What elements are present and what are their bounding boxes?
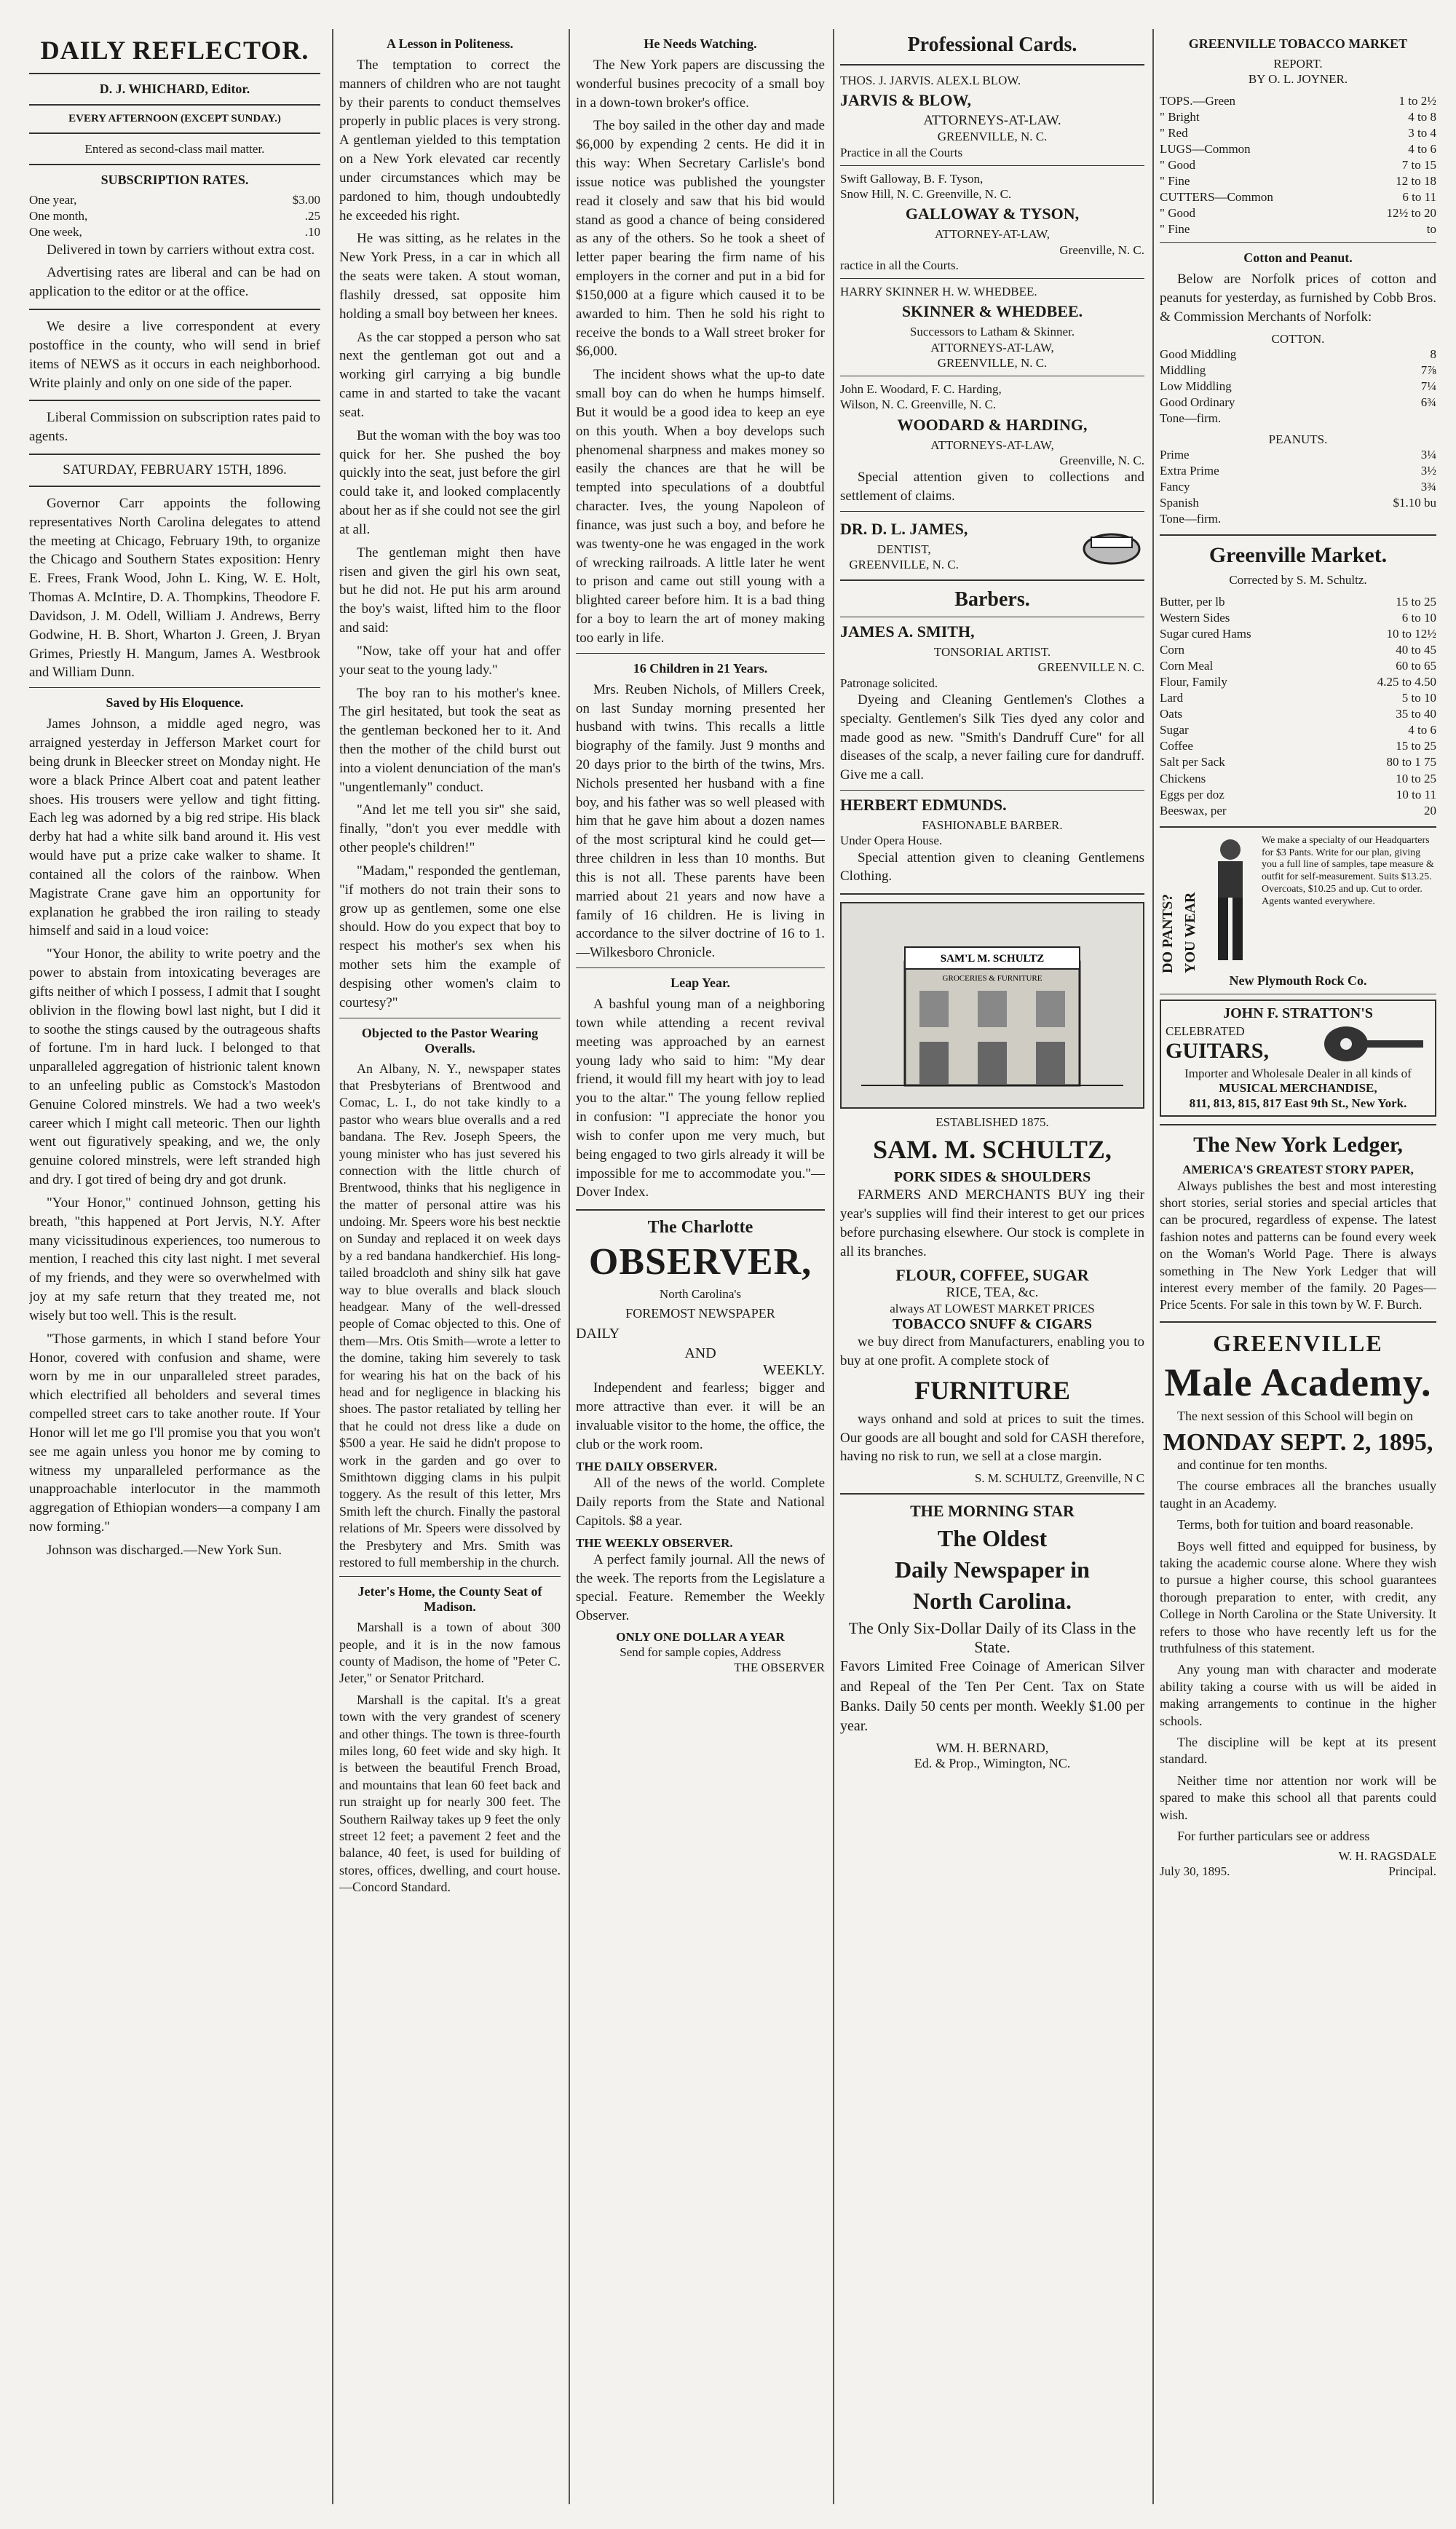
dentures-icon bbox=[1079, 523, 1144, 566]
subscription-title: SUBSCRIPTION RATES. bbox=[100, 173, 249, 188]
tobacco-list bbox=[1160, 93, 1436, 238]
price-row: Chickens 10 to 25 bbox=[1160, 771, 1436, 785]
leap-article: A bashful young man of a neighboring town while attending a recent revival meeting was approached by an earnest young lady who said to him: "My dear friend, it would fill my heart with joy to lead you to the altar." The young fellow replied in confusion: "I appreciate the honor you wish to confer upon me very much, but being engaged to two girls already it will be impossible for me to accommodate you."—Dover Index. bbox=[576, 997, 825, 1200]
price-row: " Red 3 to 4 bbox=[1160, 125, 1436, 140]
rates-list bbox=[29, 192, 320, 240]
schultz-title: SAM. M. SCHULTZ, bbox=[873, 1135, 1112, 1165]
price-row: Beeswax, per 20 bbox=[1160, 803, 1436, 818]
svg-text:GROCERIES & FURNITURE: GROCERIES & FURNITURE bbox=[942, 974, 1042, 984]
politeness-title: A Lesson in Politeness. bbox=[386, 36, 514, 51]
pastor-article: An Albany, N. Y., newspaper states that Presbyterians of Brentwood and Comac, L. I., do not take kindly to a pastor who wears blue overalls and a red bandana. The Rev. Joseph Speers, the young minister who has just severed his connection with the little church of Brentwood, thinks that his negligence in the matter of personal attire was his undoing. Mr. Speers wore his best necktie on Sunday and replaced it on week days by a red bandana handkerchief. His long-tailed broadcloth and shiny silk hat gave way to blue overalls and black slouch headgear. Many of the well-dressed people of Comac objected to this. One of them—Mrs. Otis Smith—wrote a letter to the domine, taking him severely to task for wearing his hat on the back of his head and for negligence in blacking his shoes. The pastor retaliated by telling her that he could not dress like a dude on $500 a year. He said he didn't propose to work in the garden and go over to Smithtown digging clams in his pulpit toggery. As the result of this letter, Mrs Smith left the church. Finally the pastoral relations of Mr. Speers were dissolved by the Presbytery and Mrs. Smith was restored to full membership in the church. bbox=[339, 1061, 561, 1570]
column-rule bbox=[569, 29, 570, 2504]
svg-text:SAM'L M. SCHULTZ: SAM'L M. SCHULTZ bbox=[940, 953, 1045, 965]
eloquence-para: James Johnson, a middle aged negro, was arraigned yesterday in Jefferson Market court for being drunk in Bleecker street on Monday night. He wore a black Prince Albert coat and patent leather shoes. His trousers were yellow and tight fitting. Each leg was adorned by a big red stripe. His black derby hat had a white silk band around it. His vest would have put a prize cake walker to shame. It contained all the colors of the rainbow. When Magistrate Crane gave him an opportunity for explanation he grabbed the iron railing to steady himself and said in a loud voice: bbox=[29, 716, 320, 939]
edmunds-barber: HERBERT EDMUNDS. bbox=[840, 796, 1007, 815]
price-row: Salt per Sack 80 to 1 75 bbox=[1160, 755, 1436, 769]
column-1 bbox=[29, 29, 320, 2504]
rate-row: One week, .10 bbox=[29, 225, 320, 240]
jarvis-blow: JARVIS & BLOW, bbox=[840, 91, 971, 110]
watching-para: The boy sailed in the other day and made $6,000 by expending 2 cents. He did it in this way: When Secretary Carlisle's bond issue notice was published the youngster read it closely and saw that his bid would stand as good a chance of being considered as any of the others. So he took a sheet of letter paper bearing the firm name of his employers in the corner and put in a bid for $150,000 at a figure which caused it to be awarded to him. Then he sold his right to receive the bonds to a Wall street broker for $6,000. bbox=[576, 118, 825, 360]
price-row: Butter, per lb 15 to 25 bbox=[1160, 594, 1436, 609]
price-row: Sugar cured Hams 10 to 12½ bbox=[1160, 626, 1436, 641]
price-row: TOPS.—Green 1 to 2½ bbox=[1160, 93, 1436, 108]
tobacco-market-title: GREENVILLE TOBACCO MARKET bbox=[1188, 36, 1408, 51]
watching-para: The incident shows what the up-to date small boy can do when he humps himself. But it would be a good idea to keep an eye on this youth. When a boy develops such phenomenal sharpness and makes money so easily the chances are that he will be tempted into speculations of a doubtful character. Ives, the young Napoleon of finance, was just such a boy, and before he was twenty-one he was engaged in the work of wrecking railroads. A little later he went to prison and came out still young with a blighted career before him. It is a bad thing for a boy to learn the art of money making too early in life. bbox=[576, 367, 825, 646]
woodard-harding: WOODARD & HARDING, bbox=[897, 415, 1088, 434]
price-row: Middling 7⅞ bbox=[1160, 363, 1436, 378]
politeness-para: But the woman with the boy was too quick for her. She pushed the boy quickly into the seat, just before the girl could take it, and looked complacently about her as if she could not see the girl at all. bbox=[339, 427, 561, 537]
watching-para: The New York papers are discussing the wonderful busines precocity of a small boy in a down-town broker's office. bbox=[576, 58, 825, 111]
column-4: Professional Cards. THOS. J. JARVIS. ALEX.L BLOW. JARVIS & BLOW, ATTORNEYS-AT-LAW. GREENVILLE, N. C. Practice in all the Courts Swift Galloway, B. F. Tyson, Snow Hill, N. C. Greenville, N. C. GALLOWAY & TYSON, ATTORNEY-AT-LAW, Greenville, N. C. ractice in all the Courts. HARRY SKINNER H. W. WHEDBEE. SKINNER & WHEDBEE. Successors to Latham & Skinner. ATTORNEYS-AT-LAW, GREENVILLE, N. C. John E. Woodard, F. C. Harding, Wilson, N. C. Greenville, N. C. WOODARD & HARDING, ATTORNEYS-AT-LAW, Greenville, N. C. Special attention given to collections and settlement of claims. DR. D. L. JAMES, DENTIST, GREENVILLE, N. C. Barbers. JAMES A. SMITH, TONSORIAL ARTIST. GREENVILLE N. C. Patronage solicited. Dyeing and Cleaning Gentlemen's Clothes a specialty. Gentlemen's Silk Ties dyed any color and made good as new. "Smith's Dandruff Cure" for all diseases of the scalp, a never failing cure for dandruff. Give me a call. HERBERT EDMUNDS. FASHIONABLE BARBER. Under Opera House. Special attention given to cleaning Gentlemens Clothing. SAM'L M. SCHULTZ GROCERIES & FURNITURE ESTABLISHED 1875. SAM. M. SCHULTZ, PORK SIDES & SHOULDERS FARMERS AND MERCHANTS BUY ing their year's supplies will find their interest to get our prices before purchasing elsewhere. Our stock is complete in all its branches. FLOUR, COFFEE, SUGAR RICE, TEA, &c. always AT LOWEST MARKET PRICES TOBACCO SNUFF & CIGARS we buy direct from Manufacturers, enabling you to buy at one profit. A complete stock of FURNITURE ways onhand and sold at prices to suit the times. Our goods are all bought and sold for CASH therefore, having no risk to run, we sell at a close margin. S. M. SCHULTZ, Greenville, N C THE MORNING STAR The Oldest Daily Newspaper in North Carolina. The Only Six-Dollar Daily of its Class in the State. Favors Limited Free Coinage of American Silver and Repeal of the Ten Per Cent. Tax on State Banks. Daily 50 cents per month. Weekly $1.00 per year. WM. H. BERNARD, Ed. & Prop., Wimington, NC. bbox=[840, 33, 1144, 1771]
market-list bbox=[1160, 594, 1436, 819]
morning-star-title: THE MORNING STAR bbox=[910, 1502, 1075, 1521]
price-row: Extra Prime 3½ bbox=[1160, 463, 1436, 478]
politeness-para: The boy ran to his mother's knee. The girl hesitated, but took the seat as the gentleman beckoned her to it. And then the mother of the child burst out into a violent denunciation of the man's "ungentlemanly" conduct. bbox=[339, 685, 561, 795]
delivered-note: Delivered in town by carriers without extra cost. bbox=[47, 242, 315, 258]
academy-town: GREENVILLE bbox=[1213, 1329, 1383, 1356]
price-row: Low Middling 7¼ bbox=[1160, 379, 1436, 394]
rate-row: One month, .25 bbox=[29, 209, 320, 223]
ledger-title: The New York Ledger, bbox=[1193, 1133, 1403, 1157]
guitar-icon bbox=[1321, 1022, 1431, 1066]
masthead: DAILY REFLECTOR. bbox=[40, 36, 309, 65]
price-row: Western Sides 6 to 10 bbox=[1160, 610, 1436, 625]
leap-title: Leap Year. bbox=[670, 975, 730, 991]
politeness-para: "Madam," responded the gentleman, "if mothers do not train their sons to grow up as gentlemen, some one else should. How do you expect that boy to respect his mother's sex when his mother sets him the example of despising other women's claim to courtesy?" bbox=[339, 863, 561, 1010]
jeter-para: Marshall is the capital. It's a great town with the very grandest of scenery and other things. The town is three-fourth miles long, 60 feet wide and sky high. It is between the beautiful French Broad, and mountains that lean 60 feet back and run straight up for nearly 300 feet. The Southern Railway takes up 9 feet the only street 12 feet; a pavement 2 feet and the balance, 40 feet, is used for building of stores, offices, dwelling, and court house.—Concord Standard. bbox=[339, 1692, 561, 1895]
price-row: Coffee 15 to 25 bbox=[1160, 739, 1436, 753]
jeter-title: Jeter's Home, the County Seat of Madison. bbox=[357, 1584, 542, 1615]
politeness-para: He was sitting, as he relates in the New York Press, in a car in which all the seats were taken. A stout woman, flashily dressed, sat opposite him holding a small boy between her knees. bbox=[339, 231, 561, 322]
price-row: Corn Meal 60 to 65 bbox=[1160, 658, 1436, 673]
column-3 bbox=[576, 29, 825, 2504]
price-row: " Fine 12 to 18 bbox=[1160, 173, 1436, 188]
price-row: " Fine to bbox=[1160, 222, 1436, 237]
furniture-title: FURNITURE bbox=[914, 1375, 1070, 1405]
column-2 bbox=[339, 29, 561, 2504]
eloquence-para: "Those garments, in which I stand before Your Honor, covered with confusion and shame, were worn by me in our unparalleled street parades, which electrified all beholders and several times compelled street cars to take another route. If Your Honor will let me go I'll promise you that you won't see me again unless you honor me by coming to witness my unparalleled performance as the unapproachable interlocutor in the mammoth aggregation of Ethiopian wonders—a company I am now forming." bbox=[29, 1331, 320, 1535]
pastor-title: Objected to the Pastor Wearing Overalls. bbox=[361, 1025, 539, 1056]
store-illustration bbox=[840, 902, 1144, 1109]
price-row: Spanish $1.10 bu bbox=[1160, 496, 1436, 510]
price-row: Tone—firm. bbox=[1160, 411, 1222, 426]
entered-note: Entered as second-class mail matter. bbox=[84, 142, 265, 156]
politeness-para: "Now, take off your hat and offer your seat to the young lady." bbox=[339, 643, 561, 678]
editor-line: D. J. WHICHARD, Editor. bbox=[99, 82, 250, 96]
cotton-list bbox=[1160, 347, 1436, 427]
rate-row: One year, $3.00 bbox=[29, 193, 320, 207]
observer-logo: OBSERVER, bbox=[588, 1241, 812, 1283]
politeness-para: The temptation to correct the manners of children who are not taught by their parents to conduct themselves properly in public places is very strong. A gentleman yielded to this temptation on a New York elevated car recently under circumstances which may be pardoned to him, though undoubtedly he exceeded his right. bbox=[339, 58, 561, 223]
price-row: Tone—firm. bbox=[1160, 512, 1222, 526]
column-rule bbox=[833, 29, 834, 2504]
price-row: " Good 12½ to 20 bbox=[1160, 206, 1436, 221]
professional-cards-title: Professional Cards. bbox=[907, 33, 1077, 56]
dentist-card: DR. D. L. JAMES, DENTIST, GREENVILLE, N. C. bbox=[840, 517, 1144, 573]
stratton-ad: JOHN F. STRATTON'S CELEBRATED GUITARS, Importer and Wholesale Dealer in all kinds of MUSICAL MERCHANDISE, 811, 813, 815, 817 East 9th St., New York. bbox=[1160, 1000, 1436, 1117]
publication-schedule: EVERY AFTERNOON (EXCEPT SUNDAY.) bbox=[68, 113, 281, 124]
pants-figure-icon bbox=[1205, 835, 1256, 966]
observer-ad: The Charlotte OBSERVER, North Carolina's FOREMOST NEWSPAPER DAILY AND WEEKLY. Independent and fearless; bigger and more attractive than ever. it will be an invaluable visitor to the home, the office, the club or the work room. THE DAILY OBSERVER. All of the news of the world. Complete Daily reports from the State and National Capitols. $8 a year. THE WEEKLY OBSERVER. A perfect family journal. All the news of the week. The reports from the Legislature a special. Feature. Remember the Weekly Observer. ONLY ONE DOLLAR A YEAR Send for sample copies, Address THE OBSERVER bbox=[576, 1218, 825, 1675]
price-row: Sugar 4 to 6 bbox=[1160, 723, 1436, 737]
price-row: Corn 40 to 45 bbox=[1160, 642, 1436, 657]
price-row: Oats 35 to 40 bbox=[1160, 707, 1436, 721]
watching-title: He Needs Watching. bbox=[644, 36, 757, 51]
academy-title: Male Academy. bbox=[1164, 1360, 1432, 1404]
price-row: " Good 7 to 15 bbox=[1160, 157, 1436, 172]
price-row: Fancy 3¾ bbox=[1160, 479, 1436, 494]
column-rule bbox=[332, 29, 333, 2504]
advertising-note: Advertising rates are liberal and can be had on application to the editor or at the office. bbox=[29, 265, 320, 300]
column-rule bbox=[1152, 29, 1154, 2504]
eloquence-para: Johnson was discharged.—New York Sun. bbox=[47, 1542, 282, 1558]
children-article: Mrs. Reuben Nichols, of Millers Creek, on last Sunday morning presented her husband with twins. This recalls a little biography of the family. Just 9 months and 20 days prior to the birth of the twins, Mrs. Nichols presented her husband with a fine boy, and his father was so well pleased with him that he gave him about a dozen names of the most scriptural kind he could get—three children in less than 10 months. But this is not all. These parents have been married about 21 years and now have a family of 16 children. He is living in accordance to the silver doctrine of 16 to 1.—Wilkesboro Chronicle. bbox=[576, 681, 825, 961]
issue-date: SATURDAY, FEBRUARY 15TH, 1896. bbox=[63, 462, 287, 478]
jeter-para: Marshall is a town of about 300 people, and it is in the now famous county of Madison, the home of "Peter C. Jeter," or Senator Pritchard. bbox=[339, 1620, 561, 1686]
governor-article: Governor Carr appoints the following representatives North Carolina delegates to attend the meeting at Chicago, February 19th, to organize the Chicago and Southern States exposition: Henry E. Frees, Frank Wood, John L. King, W. E. Holt, Thomas A. McIntire, D. A. Thompkins, Theodore F. Davidson, J. M. Odell, William J. Andrews, Berry Godwine, H. B. Short, Wharton J. Green, J. Bryan Grimes, Priestly H. Mangum, James A. Westbrook and William Dunn. bbox=[29, 495, 320, 681]
politeness-para: "And let me tell you sir" she said, finally, "don't you ever meddle with other people's children!" bbox=[339, 802, 561, 856]
price-row: Good Middling 8 bbox=[1160, 347, 1436, 362]
galloway-tyson: GALLOWAY & TYSON, bbox=[905, 205, 1080, 223]
peanut-list bbox=[1160, 447, 1436, 527]
correspondent-note: We desire a live correspondent at every postoffice in the county, who will send in brief items of NEWS as it occurs in each neighborhood. Write plainly and only on one side of the paper. bbox=[29, 319, 320, 391]
politeness-para: The gentleman might then have risen and given the girl his own seat, but he did not. He put his arm around the boy's waist, lifted him to the floor and said: bbox=[339, 545, 561, 636]
store-building-icon bbox=[861, 918, 1123, 1093]
price-row: Eggs per doz 10 to 11 bbox=[1160, 787, 1436, 802]
price-row: Prime 3¼ bbox=[1160, 447, 1436, 462]
barbers-title: Barbers. bbox=[954, 588, 1030, 612]
price-row: " Bright 4 to 8 bbox=[1160, 109, 1436, 124]
price-row: Lard 5 to 10 bbox=[1160, 691, 1436, 705]
cotton-title: Cotton and Peanut. bbox=[1243, 250, 1353, 266]
price-row: LUGS—Common 4 to 6 bbox=[1160, 141, 1436, 156]
price-row: Flour, Family 4.25 to 4.50 bbox=[1160, 674, 1436, 689]
price-row: Good Ordinary 6¾ bbox=[1160, 395, 1436, 410]
column-5: GREENVILLE TOBACCO MARKET REPORT. BY O. L. JOYNER. TOPS.—Green 1 to 2½ " Bright 4 to 8 " Red 3 to 4 LUGS—Common 4 to 6 " Good 7 to 15 " Fine 12 to 18 CUTTERS—Common 6 to 11 " Good 12½ to 20 " Fine to Cotton and Peanut. Below are Norfolk prices of cotton and peanuts for yesterday, as furnished by Cobb Bros. & Commission Merchants of Norfolk: COTTON. Good Middling 8 Middling 7⅞ Low Middling 7¼ Good Ordinary 6¾ Tone—firm. PEANUTS. Prime 3¼ Extra Prime 3½ Fancy 3¾ Spanish $1.10 bu Tone—firm. Greenville Market. Corrected by S. M. Schultz. Butter, per lb 15 to 25 Western Sides 6 to 10 Sugar cured Hams 10 to 12½ Corn 40 to 45 Corn Meal 60 to 65 Flour, Family 4.25 to 4.50 Lard 5 to 10 Oats 35 to 40 Sugar 4 to 6 Coffee 15 to 25 Salt per Sack 80 to 1 75 Chickens 10 to 25 Eggs per doz 10 to 11 Beeswax, per 20 DO PANTS? YOU WEAR We make a specialty of our Headquarters for $3 Pants. Write for our plan, giving you a full line of samples, tape measure & outfit for self-measurement. Suits $13.25. Overcoats, $10.25 and up. Cut to order. Agents wanted everywhere. New Plymouth Rock Co. JOHN F. STRATTON'S CELEBRATED GUITARS, Importer and Wholesale Dealer in all kinds of MUSICAL MERCHANDISE, 811, 813, 815, 817 East 9th St., New York. The New York Ledger, AMERICA'S GREATEST STORY PAPER, Always publishes the best and most interesting short stories, serial stories and special articles that can be procured, regardless of expense. The latest fashion notes and patterns can be found every week on the Woman's World Page. There is always something in The New York Ledger that will interest every member of the family. 20 Pages—Price 5cents. For sale in this town by W. F. Burch. GREENVILLE Male Academy. The next session of this School will begin on MONDAY SEPT. 2, 1895, and continue for ten months. The course embraces all the branches usually taught in an Academy. Terms, both for tuition and board reasonable. Boys well fitted and equipped for business, by taking the academic course alone. Where they wish to pursue a higher course, this school guarantees thorough preparation to enter, with credit, any College in North Carolina or the State University. It refers to those who have recently left us for the truthfulness of this statement. Any young man with character and moderate ability taking a course with us will be aided in making arrangements to continue in the higher schools. The discipline will be kept at its present standard. Neither time nor attention nor work will be spared to make this school all that parents could wish. For further particulars see or address W. H. RAGSDALE July 30, 1895. Principal. bbox=[1160, 36, 1436, 1879]
skinner-whedbee: SKINNER & WHEDBEE. bbox=[901, 302, 1083, 321]
eloquence-para: "Your Honor, the ability to write poetry and the power to abstain from intoxicating beverages are gifts neither of which I possess, I admit that I sought oblivion in the flowing bowl last night, but I did it to soothe the stings caused by the outrageous shafts of fortune. I'm in hard luck. I belonged to that unparalleled aggregation of histrionic talent known to an unfeeling public as Comstock's Mastodon Genuine Colored minstrels. We had a two week's career which I might call meteoric. Then our lighth went out figuratively speaking, and we, the only genuine colored minstrels, were left stranded high and dry. I got tired of being dry and got drunk. bbox=[29, 946, 320, 1188]
pants-ad: DO PANTS? YOU WEAR We make a specialty of our Headquarters for $3 Pants. Write for our plan, giving you a full line of samples, tape measure & outfit for self-measurement. Suits $13.25. Overcoats, $10.25 and up. Cut to order. Agents wanted everywhere. bbox=[1160, 834, 1434, 973]
commission-note: Liberal Commission on subscription rates paid to agents. bbox=[29, 410, 320, 445]
children-title: 16 Children in 21 Years. bbox=[633, 660, 768, 676]
eloquence-para: "Your Honor," continued Johnson, getting his breath, "this happened at Port Jervis, N.Y. After many vicissitudinous experiences, too numerous to mention, I reached this city last night. I met several of my friends, and they were so overwhelmed with joy at my safe return that they treated me, not wisely but too well. This is the result. bbox=[29, 1195, 320, 1323]
smith-barber: JAMES A. SMITH, bbox=[840, 622, 975, 641]
eloquence-title: Saved by His Eloquence. bbox=[106, 695, 244, 711]
politeness-para: As the car stopped a person who sat next the gentleman got out and a working girl carrying a big bundle came in and started to take the vacant seat. bbox=[339, 329, 561, 420]
price-row: CUTTERS—Common 6 to 11 bbox=[1160, 190, 1436, 205]
greenville-market-title: Greenville Market. bbox=[1208, 543, 1388, 568]
